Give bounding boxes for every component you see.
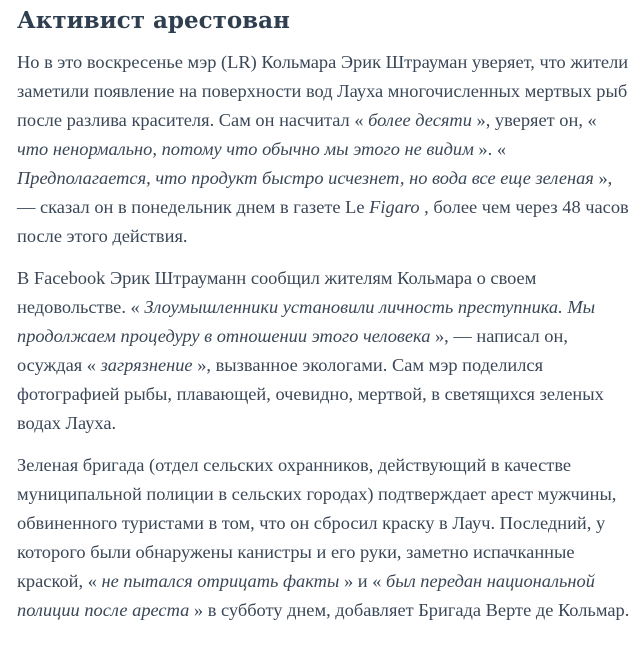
italic-quote: был передан национальной полиции после ареста	[17, 571, 595, 620]
text-run: », вызванное экологами. Сам мэр поделился фотографией рыбы, плавающей, очевидно, мертвой, в светящихся зеленых водах Лауха.	[17, 355, 604, 433]
italic-quote: Предполагается, что продукт быстро исчезнет, но вода все еще зеленая	[17, 168, 594, 188]
paragraph-3	[17, 451, 632, 625]
italic-quote: Злоумышленники установили личность преступника. Мы продолжаем процедуру в отношении этого человека	[17, 297, 596, 346]
italic-quote: что ненормально, потому что обычно мы этого не видим	[17, 139, 474, 159]
text-run: В Facebook Эрик Штрауманн сообщил жителям Кольмара о своем недовольстве. «	[17, 268, 537, 317]
text-run: », — написал он, осуждая «	[17, 326, 568, 375]
text-run: » в субботу днем, добавляет Бригада Верте де Кольмар.	[189, 600, 630, 620]
paragraph-1	[17, 48, 632, 251]
italic-quote: Figaro	[369, 197, 420, 217]
text-run: Зеленая бригада (отдел сельских охранников, действующий в качестве муниципальной полиции в сельских городах) подтверждает арест мужчины, обвиненного туристами в том, что он сбросил краску в Лауч. Последний, у которого были обнаружены канистры и его руки, заметно испачканные краской, «	[17, 455, 617, 591]
paragraph-2	[17, 264, 632, 438]
text-run: Но в это воскресенье мэр (LR) Кольмара Эрик Штрауман уверяет, что жители заметили появление на поверхности вод Лауха многочисленных мертвых рыб после разлива красителя. Сам он насчитал «	[17, 52, 629, 130]
italic-quote: более десяти	[368, 110, 472, 130]
text-run: » и «	[339, 571, 386, 591]
article-title: Активист арестован	[17, 7, 290, 34]
text-run: », уверяет он, «	[471, 110, 597, 130]
italic-quote: не пытался отрицать факты	[101, 571, 340, 591]
italic-quote: загрязнение	[100, 355, 193, 375]
text-run: ». «	[473, 139, 507, 159]
text-run: , более чем через 48 часов после этого действия.	[17, 197, 629, 246]
text-run: », — сказал он в понедельник днем в газете Le	[17, 168, 613, 217]
